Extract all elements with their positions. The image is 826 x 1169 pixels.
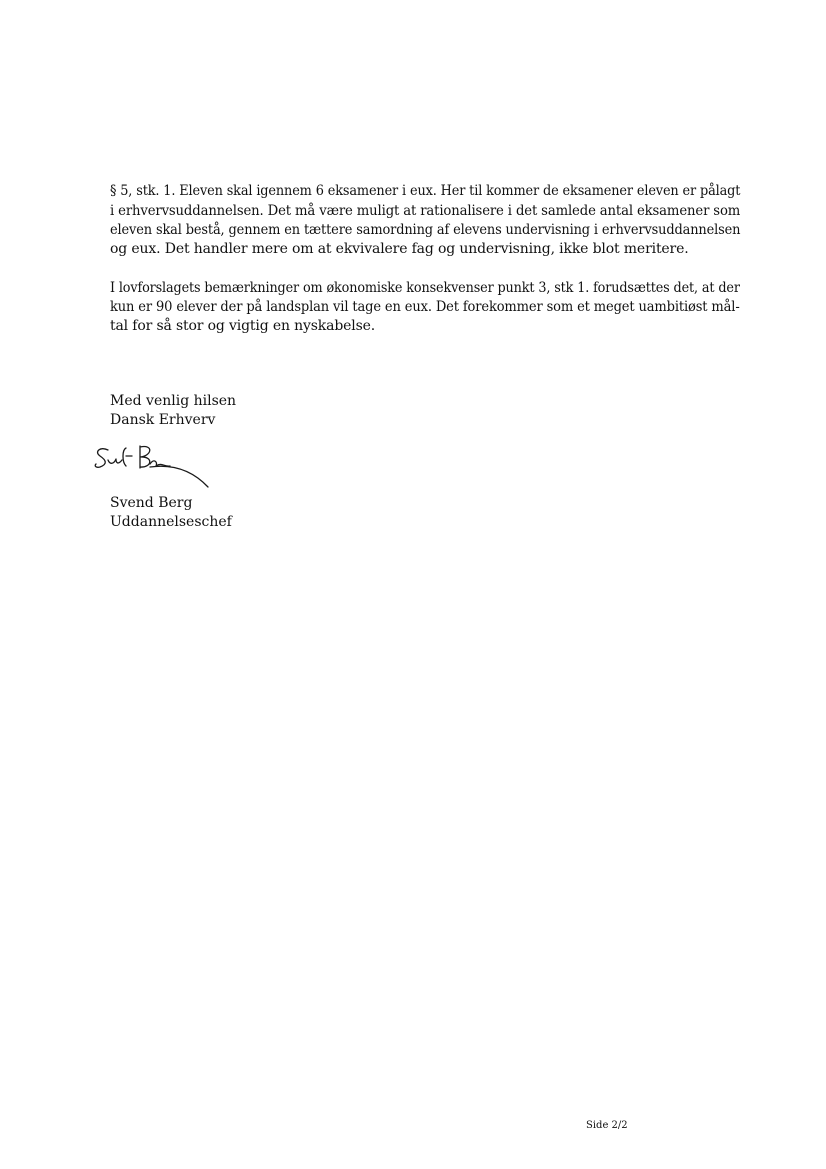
page-number: Side 2/2 (586, 1120, 628, 1131)
signer-name: Svend Berg (110, 495, 193, 511)
closing-organization: Dansk Erhverv (110, 412, 216, 428)
text-line: tal for så stor og vigtig en nyskabelse. (110, 318, 376, 334)
closing-greeting: Med venlig hilsen (110, 393, 237, 409)
text-line: i erhvervsuddannelsen. Det må være muligt at rationalisere i det samlede antal eksamener som (110, 203, 741, 219)
handwritten-signature (92, 440, 212, 492)
text-line: og eux. Det handler mere om at ekvivalere fag og undervisning, ikke blot meritere. (110, 241, 689, 257)
text-line: § 5, stk. 1. Eleven skal igennem 6 eksamener i eux. Her til kommer de eksamener eleven er pålagt (110, 183, 741, 199)
text-line: kun er 90 elever der på landsplan vil tage en eux. Det forekommer som et meget uambitiøst mål- (110, 299, 740, 315)
text-line: I lovforslagets bemærkninger om økonomiske konsekvenser punkt 3, stk 1. forudsættes det, at der (110, 280, 740, 296)
text-line: eleven skal bestå, gennem en tættere samordning af elevens undervisning i erhvervsuddannelsen (110, 222, 741, 238)
signer-title: Uddannelseschef (110, 514, 232, 530)
